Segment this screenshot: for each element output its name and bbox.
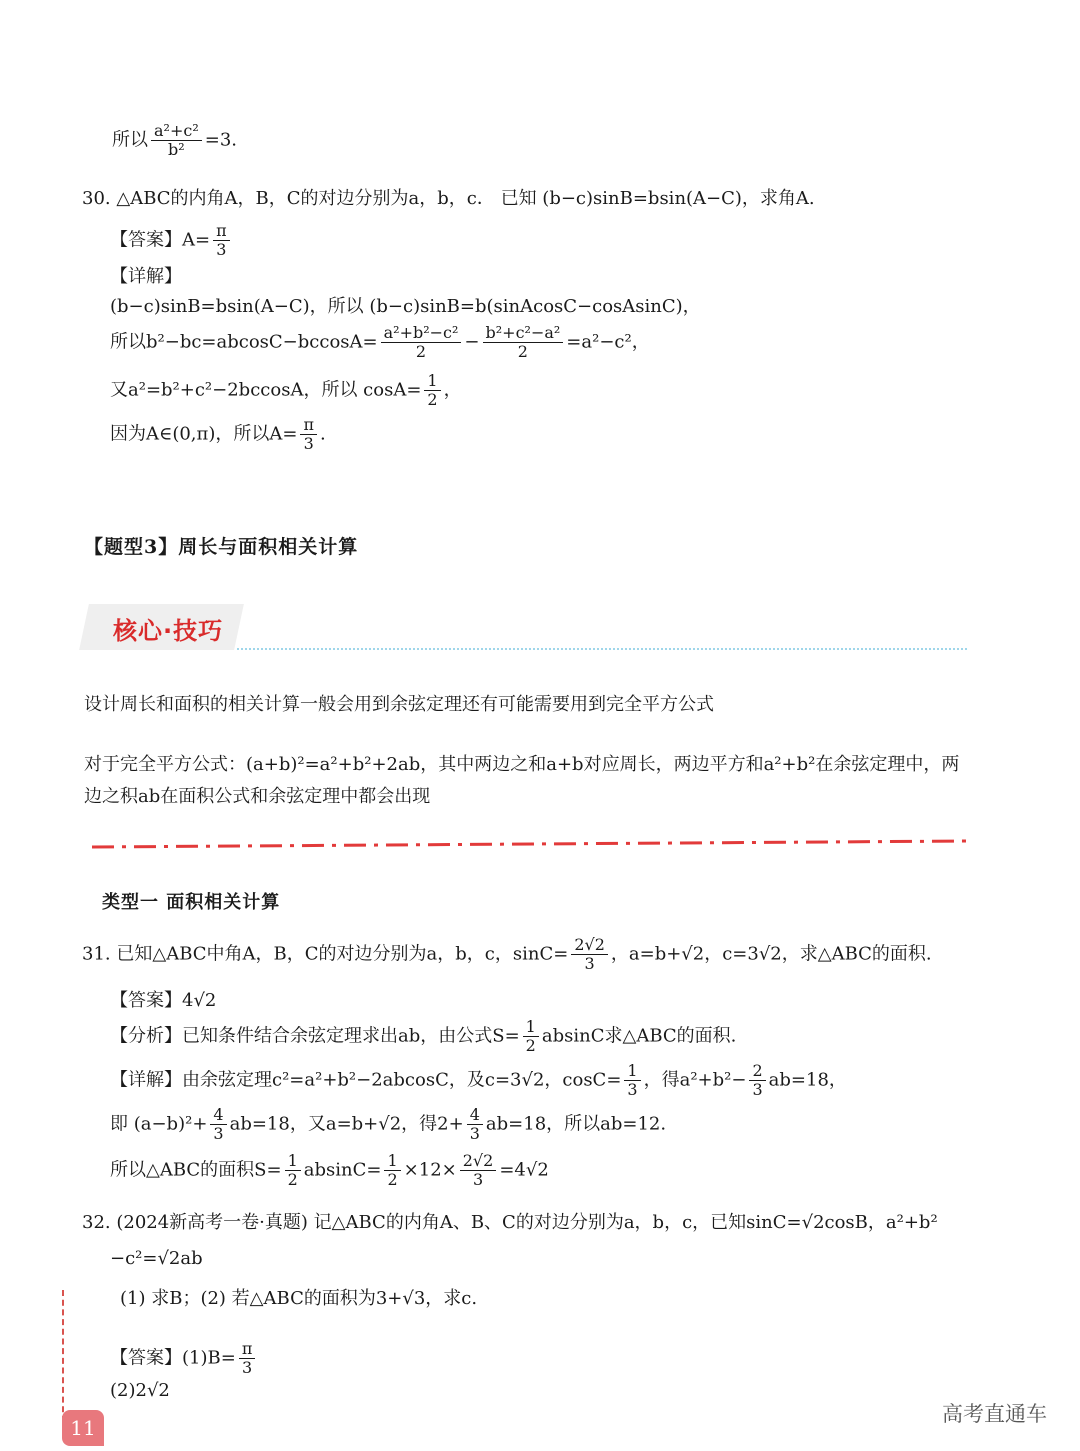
- text-line: 对于完全平方公式：(a+b)²=a²+b²+2ab，其中两边之和a+b对应周长，两边平方和a²+b²在余弦定理中，两: [84, 754, 960, 775]
- answer-32: 【答案】(1)B= $\frac{\pi}{3}$: [110, 1340, 258, 1377]
- text-line: 所以△ABC的面积S= $\frac{1}{2}$ absinC= $\frac{1}{2}$ ×12× $\frac{2√2}{3}$ =4√2: [110, 1151, 549, 1189]
- detail-label: 【详解】: [110, 266, 182, 287]
- watermark: 高考直通车: [942, 1402, 1047, 1426]
- page-number-badge: 11: [62, 1410, 104, 1446]
- dash-dot-divider: [90, 838, 972, 852]
- text-line: (2)2√2: [110, 1380, 170, 1401]
- banner-title: 核心·技巧: [113, 617, 224, 645]
- text-line: 所以 $\frac{\text{a²+c²}}{\text{b²}}$ =3.: [112, 121, 237, 159]
- fraction: $\frac{\text{a²+c²}}{\text{b²}}$: [151, 122, 202, 159]
- text-line: −c²=√2ab: [110, 1248, 203, 1269]
- text-line: (1) 求B；(2) 若△ABC的面积为3+√3，求c.: [120, 1288, 478, 1309]
- question-32: 32. (2024新高考一卷·真题) 记△ABC的内角A、B、C的对边分别为a，b，c，已知sinC=√2cosB，a²+b²: [82, 1212, 938, 1233]
- text-line: 因为A∈(0,π)，所以A= $\frac{\pi}{3}$ .: [110, 415, 326, 453]
- answer-30: 【答案】A= $\frac{\pi}{3}$: [110, 222, 233, 259]
- subsection-heading: 类型一 面积相关计算: [102, 892, 281, 913]
- text-line: 所以b²−bc=abcosC−bccosA= $\frac{\text{a²+b²−c²}}{2}$ − $\frac{\text{b²+c²−a²}}{2}$ =a²−c²，: [110, 323, 650, 361]
- dotted-rule: [237, 648, 967, 650]
- question-30: 30. △ABC的内角A，B，C的对边分别为a，b，c． 已知 (b−c)sinB=bsin(A−C)，求角A.: [82, 188, 815, 209]
- text-line: 设计周长和面积的相关计算一般会用到余弦定理还有可能需要用到完全平方公式: [84, 694, 714, 715]
- text-line: 【详解】由余弦定理c²=a²+b²−2abcosC，及c=3√2，cosC= $\frac{1}{3}$ ，得a²+b²− $\frac{2}{3}$ ab=18，: [110, 1061, 847, 1099]
- text-line: 【分析】已知条件结合余弦定理求出ab，由公式S= $\frac{1}{2}$ absinC求△ABC的面积.: [110, 1017, 737, 1055]
- text-line: 边之积ab在面积公式和余弦定理中都会出现: [84, 786, 431, 807]
- question-31: 31. 已知△ABC中角A，B，C的对边分别为a，b，c，sinC= $\frac{2√2}{3}$ ，a=b+√2，c=3√2，求△ABC的面积.: [82, 935, 932, 973]
- side-dashed-rule: [62, 1290, 64, 1422]
- answer-31: 【答案】4√2: [110, 990, 217, 1011]
- text-line: (b−c)sinB=bsin(A−C)，所以 (b−c)sinB=b(sinAcosC−cosAsinC)，: [110, 296, 701, 317]
- text-line: 又a²=b²+c²−2bccosA，所以 cosA= $\frac{1}{2}$ ，: [110, 371, 462, 409]
- section-heading: 【题型3】周长与面积相关计算: [84, 536, 359, 558]
- text-line: 即 (a−b)²+ $\frac{4}{3}$ ab=18，又a=b+√2，得2+ $\frac{4}{3}$ ab=18，所以ab=12.: [110, 1105, 667, 1143]
